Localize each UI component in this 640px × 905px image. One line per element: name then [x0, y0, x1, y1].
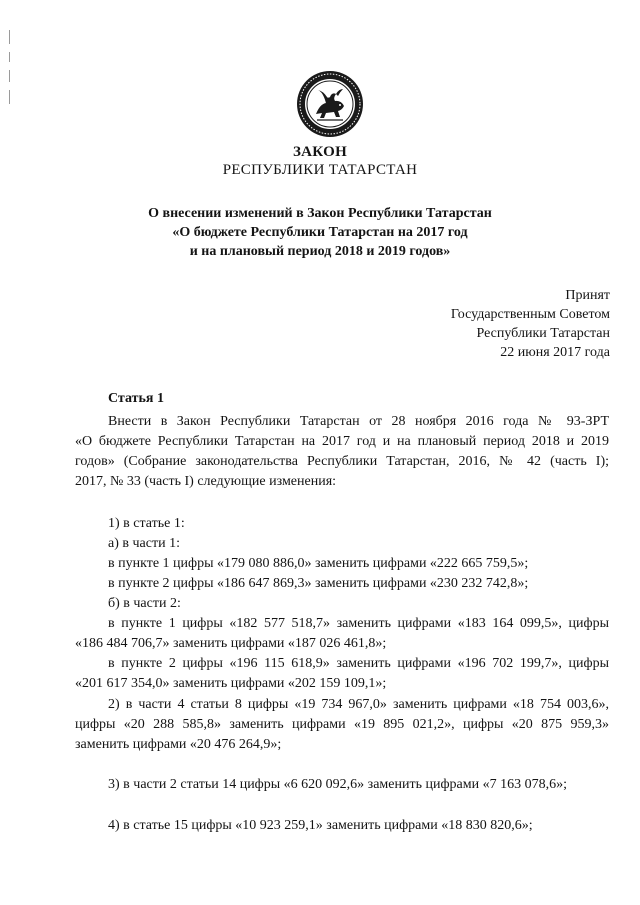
adoption-block: [451, 286, 610, 362]
item-line: «201 617 354,0» заменить цифрами «202 159 109,1»;: [75, 676, 387, 691]
adoption-line: Принят: [565, 288, 610, 303]
paragraph-line: годов» (Собрание законодательства Республики Татарстан, 2016, № 42 (часть I);: [75, 454, 609, 469]
item-line: 4) в статье 15 цифры «10 923 259,1» заменить цифрами «18 830 820,6»;: [108, 818, 533, 833]
item-line: 3) в части 2 статьи 14 цифры «6 620 092,6» заменить цифрами «7 163 078,6»;: [108, 777, 567, 792]
item-line: в пункте 1 цифры «179 080 886,0» заменить цифрами «222 665 759,5»;: [108, 556, 529, 571]
amendment-item-3: [75, 775, 609, 795]
adoption-line: Республики Татарстан: [476, 326, 610, 341]
amendment-item-4: [75, 816, 609, 836]
law-title: ЗАКОН: [292, 144, 348, 160]
adoption-date: 22 июня 2017 года: [500, 345, 610, 360]
item-line: в пункте 2 цифры «186 647 869,3» заменить цифрами «230 232 742,8»;: [108, 576, 529, 591]
document-title-line: О внесении изменений в Закон Республики Татарстан: [148, 206, 492, 221]
article-intro-paragraph: [75, 412, 609, 492]
paragraph-line: 2017, № 33 (часть I) следующие изменения:: [75, 474, 337, 489]
item-line: «186 484 706,7» заменить цифрами «187 026 461,8»;: [75, 636, 387, 651]
item-line: 1) в статье 1:: [108, 516, 185, 531]
adoption-line: Государственным Советом: [450, 307, 610, 322]
item-line: в пункте 2 цифры «196 115 618,9» заменить цифрами «196 702 199,7», цифры: [108, 656, 609, 671]
item-line: цифры «20 288 585,8» заменить цифрами «19 895 021,2», цифры «20 875 959,3»: [75, 717, 609, 732]
item-line: 2) в части 4 статьи 8 цифры «19 734 967,0» заменить цифрами «18 754 003,6»,: [108, 697, 609, 712]
item-line: в пункте 1 цифры «182 577 518,7» заменить цифрами «183 164 099,5», цифры: [108, 616, 609, 631]
amendment-item-2: [75, 695, 609, 755]
document-title-line: и на плановый период 2018 и 2019 годов»: [189, 244, 451, 259]
item-line: заменить цифрами «20 476 264,9»;: [75, 737, 282, 752]
paragraph-line: «О бюджете Республики Татарстан на 2017 год и на плановый период 2018 и 2019: [75, 434, 609, 449]
item-line: а) в части 1:: [108, 536, 180, 551]
item-line: б) в части 2:: [108, 596, 181, 611]
tatarstan-coat-of-arms-icon: [296, 70, 364, 138]
paragraph-line: Внести в Закон Республики Татарстан от 28 ноября 2016 года № 93-ЗРТ: [108, 414, 609, 429]
document-title: [0, 204, 640, 261]
article-title: Статья 1: [108, 391, 164, 406]
scan-edge-marks: [9, 30, 11, 110]
amendment-item-1: [75, 514, 609, 694]
document-title-line: «О бюджете Республики Татарстан на 2017 год: [172, 225, 468, 240]
republic-title: РЕСПУБЛИКИ ТАТАРСТАН: [222, 162, 418, 178]
